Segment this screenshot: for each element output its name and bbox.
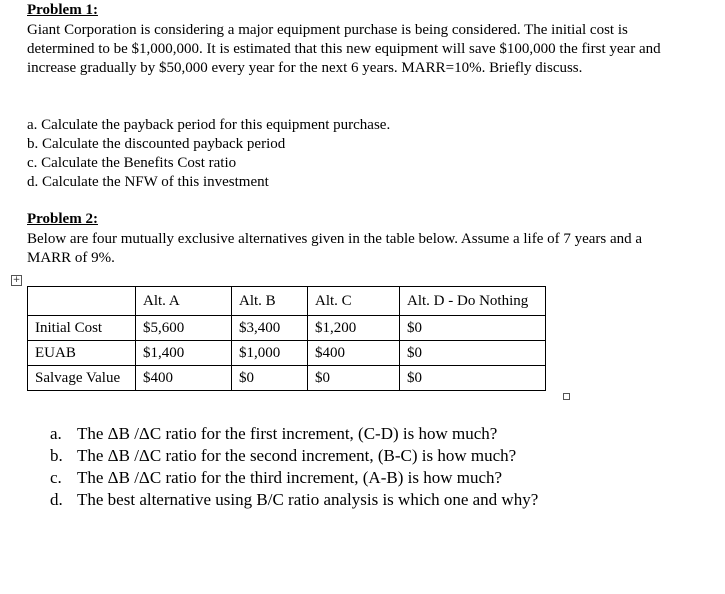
problem1-item-b: b. Calculate the discounted payback period — [27, 136, 286, 152]
question-letter: d. — [50, 490, 63, 509]
question-item — [50, 445, 538, 467]
table-cell[interactable]: $1,400 — [136, 341, 232, 366]
question-text: The ΔB /ΔC ratio for the third increment, (A-B) is how much? — [77, 468, 503, 487]
table-row — [28, 316, 546, 341]
table-cell[interactable]: $0 — [308, 366, 400, 391]
question-text: The best alternative using B/C ratio analysis is which one and why? — [77, 490, 539, 509]
problem1-list — [27, 116, 707, 192]
problem2-section — [27, 210, 707, 229]
question-item — [50, 467, 538, 489]
question-letter: c. — [50, 468, 62, 487]
problem1-paragraph: Giant Corporation is considering a major equipment purchase is being considered. The initial cost is determined to be $1,000,000. It is estimated that this new equipment will save $100,000 the first year and increase gradually by $50,000 every year for the next 6 years. MARR=10%. Briefly discuss. — [27, 22, 661, 76]
problem2-heading: Problem 2: — [27, 211, 98, 227]
problem1-item-d: d. Calculate the NFW of this investment — [27, 174, 269, 190]
table-cell[interactable]: $0 — [400, 341, 546, 366]
question-text: The ΔB /ΔC ratio for the first increment, (C-D) is how much? — [77, 424, 498, 443]
table-header-cell[interactable]: Alt. B — [232, 287, 308, 316]
table-cell[interactable]: $0 — [400, 366, 546, 391]
table-cell[interactable]: $1,200 — [308, 316, 400, 341]
table-cell[interactable]: EUAB — [28, 341, 136, 366]
table-row — [28, 366, 546, 391]
table-header-cell[interactable]: Alt. A — [136, 287, 232, 316]
table-cell[interactable]: $5,600 — [136, 316, 232, 341]
table-cell[interactable]: $1,000 — [232, 341, 308, 366]
table-resize-handle[interactable] — [563, 393, 570, 400]
table-header-cell[interactable]: Alt. C — [308, 287, 400, 316]
table-move-handle-icon[interactable]: + — [12, 275, 21, 285]
table-header-cell[interactable] — [28, 287, 136, 316]
problem2-questions — [50, 423, 538, 511]
problem2-paragraph: Below are four mutually exclusive alternatives given in the table below. Assume a life of 7 years and a MARR of 9%. — [27, 231, 643, 266]
question-letter: b. — [50, 446, 63, 465]
problem1-heading: Problem 1: — [27, 2, 98, 18]
table-cell[interactable]: Initial Cost — [28, 316, 136, 341]
table-header-row — [28, 287, 546, 316]
table-cell[interactable]: $400 — [308, 341, 400, 366]
problem1-item-c: c. Calculate the Benefits Cost ratio — [27, 155, 237, 171]
question-item — [50, 489, 538, 511]
problem1-section — [27, 1, 707, 20]
table-cell[interactable]: Salvage Value — [28, 366, 136, 391]
table-cell[interactable]: $3,400 — [232, 316, 308, 341]
table-header-cell[interactable]: Alt. D - Do Nothing — [400, 287, 546, 316]
question-item — [50, 423, 538, 445]
alternatives-table — [27, 286, 546, 391]
table-row — [28, 341, 546, 366]
table-cell[interactable]: $0 — [400, 316, 546, 341]
problem1-item-a: a. Calculate the payback period for this equipment purchase. — [27, 117, 391, 133]
table-cell[interactable]: $0 — [232, 366, 308, 391]
question-text: The ΔB /ΔC ratio for the second increment, (B-C) is how much? — [77, 446, 517, 465]
table-cell[interactable]: $400 — [136, 366, 232, 391]
question-letter: a. — [50, 424, 62, 443]
